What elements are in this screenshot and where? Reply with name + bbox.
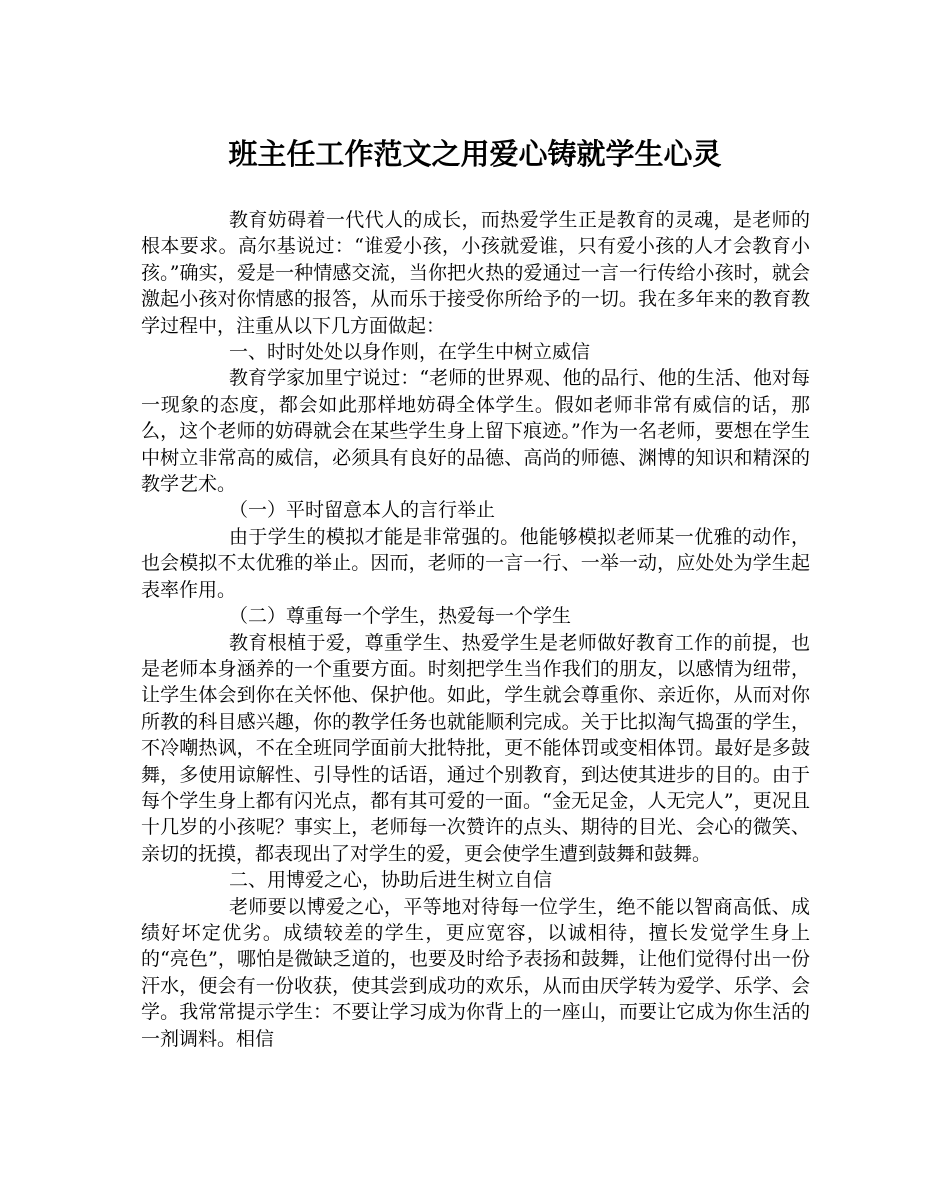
paragraph-respect: 教育根植于爱，尊重学生、热爱学生是老师做好教育工作的前提，也是老师本身涵养的一个重要方面。时刻把学生当作我们的朋友，以感情为纽带，让学生体会到你在关怀他、保护他。如此，学生就会尊重你、亲近你，从而对你所教的科目感兴趣，你的教学任务也就能顺利完成。关于比拟淘气捣蛋的学生，不冷嘲热讽，不在全班同学面前大批特批，更不能体罚或变相体罚。最好是多鼓舞，多使用谅解性、引导性的话语，通过个别教育，到达使其进步的目的。由于每个学生身上都有闪光点，都有其可爱的一面。“金无足金，人无完人”，更况且十几岁的小孩呢？事实上，老师每一次赞许的点头、期待的目光、会心的微笑、亲切的抚摸，都表现出了对学生的爱，更会使学生遭到鼓舞和鼓舞。 [141, 631, 810, 865]
subsection-heading-2: （二）尊重每一个学生，热爱每一个学生 [229, 605, 572, 628]
paragraph-intro: 教育妨碍着一代代人的成长，而热爱学生正是教育的灵魂，是老师的根本要求。高尔基说过：“谁爱小孩，小孩就爱谁，只有爱小孩的人才会教育小孩。”确实，爱是一种情感交流，当你把火热的爱通过一言一行传给小孩时，就会激起小孩对你情感的报答，从而乐于接受你所给予的一切。我在多年来的教育教学过程中，注重从以下几方面做起： [141, 209, 810, 337]
document-title: 班主任工作范文之用爱心铸就学生心灵 [228, 137, 722, 171]
paragraph-kalinin-quote: 教育学家加里宁说过：“老师的世界观、他的品行、他的生活、他对每一现象的态度，都会如此那样地妨碍全体学生。假如老师非常有威信的话，那么，这个老师的妨碍就会在某些学生身上留下痕迹。”作为一名老师，要想在学生中树立非常高的威信，必须具有良好的品德、高尚的师德、渊博的知识和精深的教学艺术。 [141, 367, 810, 496]
paragraph-imitation: 由于学生的模拟才能是非常强的。他能够模拟老师某一优雅的动作，也会模拟不太优雅的举止。因而，老师的一言一行、一举一动，应处处为学生起表率作用。 [141, 525, 810, 601]
section-heading-2: 二、用博爱之心，协助后进生树立自信 [229, 869, 553, 892]
section-heading-1: 一、时时处处以身作则，在学生中树立威信 [229, 341, 591, 364]
subsection-heading-1: （一）平时留意本人的言行举止 [229, 499, 496, 522]
document-body [141, 207, 810, 1052]
paragraph-confidence: 老师要以博爱之心，平等地对待每一位学生，绝不能以智商高低、成绩好坏定优劣。成绩较差的学生，更应宽容，以诚相待，擅长发觉学生身上的“亮色”，哪怕是微缺乏道的，也要及时给予表扬和鼓舞，让他们觉得付出一份汗水，便会有一份收获，使其尝到成功的欢乐，从而由厌学转为爱学、乐学、会学。我常常提示学生：不要让学习成为你背上的一座山，而要让它成为你生活的一剂调料。相信 [141, 895, 810, 1050]
